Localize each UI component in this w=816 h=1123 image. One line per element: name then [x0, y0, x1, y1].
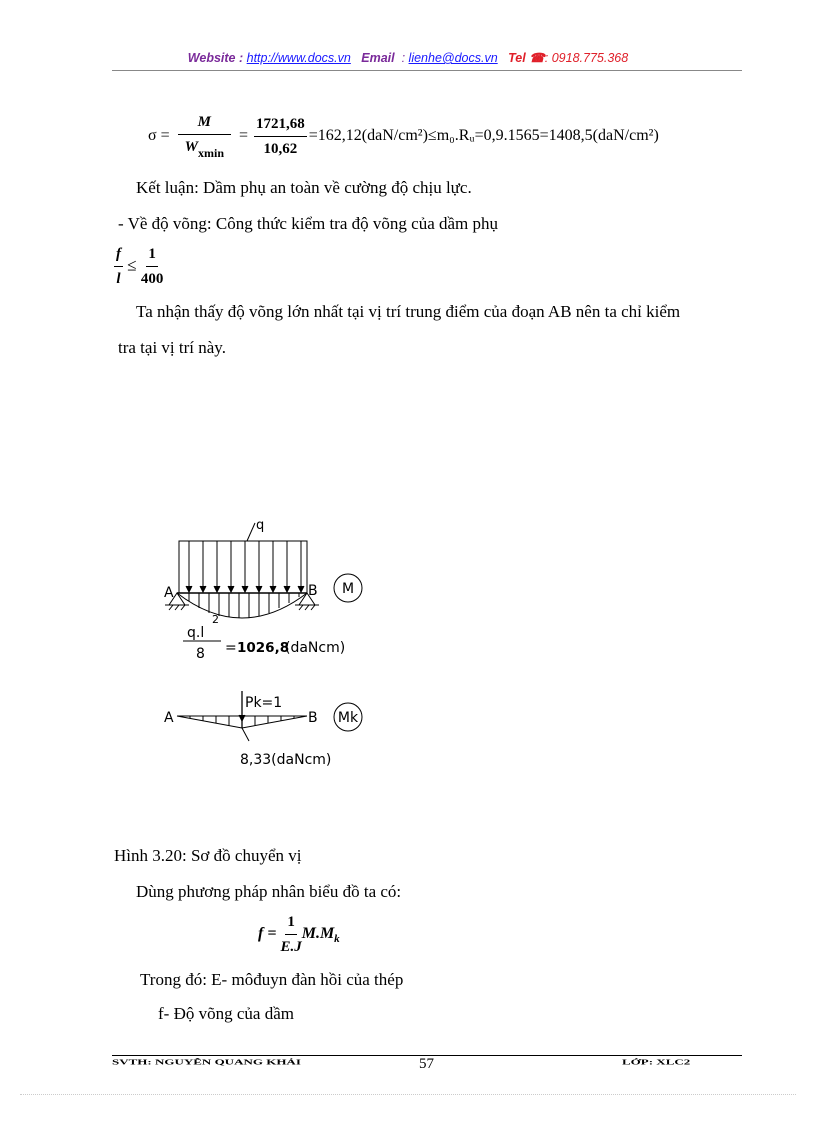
label-B-unit: B [308, 710, 318, 726]
displacement-diagram [155, 515, 395, 775]
stress-result: =162,12(daN/cm²)≤m₀.Rᵤ=0,9.1565=1408,5(daN/cm²) [308, 127, 659, 145]
moment-numerator: M [178, 112, 231, 135]
footer-author: SVTH: NGUYỄN QUANG KHẢI [112, 1058, 301, 1067]
f-over-l: $\frac{f}{l}$ [116, 246, 121, 287]
f-definition: f- Độ võng của dầm [158, 1004, 294, 1023]
page-edge [20, 1094, 796, 1096]
deflection-intro: - Về độ võng: Công thức kiểm tra độ võng của dầm phụ [118, 214, 499, 233]
header-rule [112, 70, 742, 71]
moment-diagram [165, 574, 362, 618]
value-fraction [254, 114, 307, 159]
phone-icon: ☎ [529, 51, 545, 65]
value-numerator: 1721,68 [254, 114, 307, 137]
sigma-lhs: σ = [148, 127, 170, 145]
website-label: Website : [187, 51, 244, 65]
observe-line-1: Ta nhận thấy độ võng lớn nhất tại vị trí trung điểm của đoạn AB nên ta chỉ kiểm [136, 302, 681, 321]
where-line: Trong đó: E- môđuyn đàn hồi của thép [140, 970, 404, 989]
method-text: Dùng phương pháp nhân biểu đồ ta có: [136, 882, 402, 901]
label-B: B [308, 583, 318, 599]
equals-sign: = [239, 127, 249, 145]
email-label: Email [361, 51, 395, 65]
moment-fraction [178, 112, 231, 161]
moment-unit: (daNcm) [285, 640, 346, 656]
email-link[interactable]: lienhe@docs.vn [408, 51, 498, 65]
footer-class: LỚP: XLC2 [622, 1058, 691, 1067]
ql2-numerator: q.l [187, 625, 205, 641]
one-over-400: $\frac{1}{400}$ [140, 246, 164, 287]
moment-value: 1026,8 [237, 640, 290, 656]
distributed-load [179, 523, 307, 593]
email-separator: : [401, 51, 406, 65]
phone-number: : 0918.775.368 [544, 51, 629, 65]
page-header [0, 50, 816, 65]
f-lhs: f = [258, 925, 277, 943]
observe-line-2: tra tại vị trí này. [118, 338, 226, 357]
one-over-EJ: $\frac{1}{E.J}$ [280, 914, 302, 955]
label-M: M [341, 581, 355, 597]
label-q: q [256, 518, 265, 533]
ql2-exponent: 2 [212, 613, 219, 626]
label-Pk: Pk=1 [245, 695, 283, 711]
conclusion-text: Kết luận: Dầm phụ an toàn về cường độ chịu lực. [136, 178, 472, 197]
leq-sign: ≤ [127, 255, 137, 275]
moment-denominator: $W_{xmin}$ [184, 139, 224, 160]
deflection-limit-formula [114, 244, 163, 289]
ql2-denominator: 8 [196, 646, 205, 662]
mk-value: 8,33(daNcm) [240, 752, 332, 768]
label-A: A [164, 585, 174, 601]
page-number: 57 [419, 1056, 434, 1072]
stress-formula [148, 112, 659, 161]
website-link[interactable]: http://www.docs.vn [246, 51, 351, 65]
displacement-formula [258, 912, 340, 957]
figure-caption: Hình 3.20: Sơ đồ chuyển vị [114, 846, 302, 865]
label-Mk: Mk [337, 710, 359, 726]
label-A-unit: A [164, 710, 174, 726]
value-denominator: 10,62 [263, 141, 298, 157]
tel-label: Tel [508, 51, 526, 65]
moment-value-eq: = [225, 640, 237, 656]
product-MMk: $M.M_k$ [301, 925, 340, 946]
